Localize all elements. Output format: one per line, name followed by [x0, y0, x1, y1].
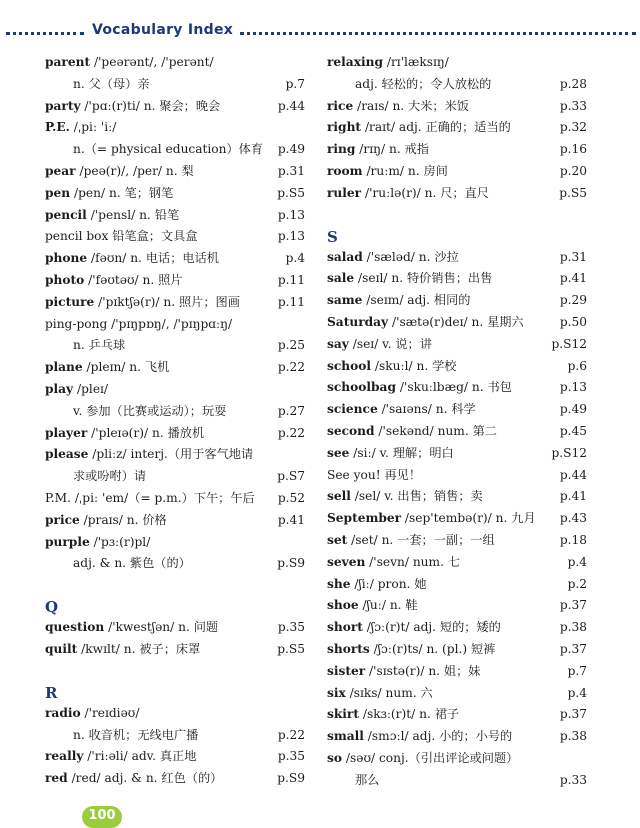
vocab-entry — [327, 748, 587, 770]
entry-word: seven — [327, 554, 366, 569]
entry-definition: /'ruːlə(r)/ n. 尺；直尺 — [361, 185, 489, 200]
section-gap — [45, 661, 305, 671]
entry-page-ref: p.S5 — [277, 641, 305, 656]
entry-page-ref: p.S12 — [551, 445, 587, 460]
vocab-entry — [45, 617, 305, 639]
entry-word: pen — [45, 185, 71, 200]
entry-word: really — [45, 749, 84, 764]
entry-word: party — [45, 98, 81, 113]
entry-page-ref: p.41 — [559, 271, 587, 286]
entry-word: radio — [45, 705, 81, 720]
entry-page-ref: p.43 — [559, 511, 587, 526]
entry-continuation — [45, 725, 305, 747]
entry-word: small — [327, 729, 364, 744]
vocab-entry — [45, 532, 305, 554]
entry-definition: /red/ adj. & n. 红色（的） — [67, 771, 223, 786]
entry-definition: n.（= physical education）体育 — [73, 142, 264, 157]
entry-page-ref: p.13 — [277, 229, 305, 244]
vocab-entry — [327, 96, 587, 118]
entry-page-ref: p.49 — [559, 402, 587, 417]
entry-word: picture — [45, 294, 95, 309]
entry-page-ref: p.38 — [559, 620, 587, 635]
entry-definition: n. 收音机；无线电广播 — [73, 727, 199, 742]
entry-word: September — [327, 511, 402, 526]
entry-word: P.E. — [45, 120, 70, 135]
page-title: Vocabulary Index — [92, 22, 234, 38]
entry-word: same — [327, 293, 363, 308]
vocab-entry — [45, 117, 305, 139]
vocab-entry — [327, 508, 587, 530]
entry-definition: /'pɪktʃə(r)/ n. 照片；图画 — [94, 294, 240, 309]
entry-definition: /ʃuː/ n. 鞋 — [358, 598, 418, 613]
vocab-entry — [45, 205, 305, 227]
entry-definition: /siː/ v. 理解；明白 — [349, 445, 454, 460]
vocab-entry — [327, 183, 587, 205]
entry-page-ref: p.33 — [559, 98, 587, 113]
entry-definition: /'sætə(r)deɪ/ n. 星期六 — [388, 314, 524, 329]
entry-continuation — [45, 401, 305, 423]
vocab-entry — [45, 270, 305, 292]
vocab-entry — [327, 639, 587, 661]
entry-word: six — [327, 685, 346, 700]
dotted-rule-left — [6, 32, 84, 35]
vocab-entry — [327, 139, 587, 161]
entry-page-ref: p.38 — [559, 729, 587, 744]
vocab-entry — [327, 661, 587, 683]
entry-page-ref: p.22 — [277, 360, 305, 375]
vocab-entry — [327, 595, 587, 617]
entry-word: say — [327, 336, 349, 351]
entry-word: Saturday — [327, 314, 389, 329]
entry-page-ref: p.49 — [277, 142, 305, 157]
entry-page-ref: p.18 — [559, 532, 587, 547]
entry-word: question — [45, 620, 105, 635]
entry-definition: /'pɜː(r)pl/ — [89, 534, 151, 549]
entry-definition: /skuːl/ n. 学校 — [371, 358, 457, 373]
entry-word: price — [45, 512, 80, 527]
entry-definition: /'sæləd/ n. 沙拉 — [362, 249, 459, 264]
entry-page-ref: p.33 — [559, 772, 587, 787]
entry-definition: /ʃɔː(r)t/ adj. 短的；矮的 — [362, 620, 501, 635]
entry-word: second — [327, 423, 375, 438]
entry-definition: /ruːm/ n. 房间 — [362, 163, 448, 178]
entry-word: science — [327, 402, 378, 417]
entry-definition: /'pɑː(r)ti/ n. 聚会；晚会 — [80, 98, 221, 113]
entry-word: ring — [327, 142, 356, 157]
vocab-entry — [327, 726, 587, 748]
entry-definition: pencil box 铅笔盒；文具盒 — [45, 229, 198, 244]
entry-page-ref: p.11 — [277, 272, 305, 287]
entry-definition: 那么 — [355, 772, 380, 787]
entry-page-ref: p.41 — [277, 512, 305, 527]
entry-page-ref: p.45 — [559, 423, 587, 438]
entry-word: see — [327, 445, 350, 460]
vocab-entry — [327, 574, 587, 596]
entry-definition: n. 父（母）亲 — [73, 76, 150, 91]
entry-definition: /'skuːlbæg/ n. 书包 — [395, 380, 512, 395]
vocab-entry — [327, 704, 587, 726]
entry-continuation — [45, 466, 305, 488]
entry-word: plane — [45, 360, 83, 375]
entry-word: salad — [327, 249, 363, 264]
entry-word: please — [45, 447, 89, 462]
vocab-entry — [327, 356, 587, 378]
vocab-entry — [327, 421, 587, 443]
section-letter: Q — [45, 598, 59, 617]
entry-word: skirt — [327, 707, 359, 722]
vocab-entry — [45, 746, 305, 768]
vocab-entry — [45, 161, 305, 183]
entry-continuation — [45, 74, 305, 96]
page-header — [0, 22, 640, 44]
vocab-entry — [45, 314, 305, 336]
entry-page-ref: p.27 — [277, 403, 305, 418]
entry-word: rice — [327, 98, 354, 113]
entry-word: purple — [45, 534, 90, 549]
entry-definition: /sel/ v. 出售；销售；卖 — [350, 489, 483, 504]
entry-definition: /pleɪ/ — [73, 381, 109, 396]
entry-definition: /kwɪlt/ n. 被子；床罩 — [77, 641, 201, 656]
entry-page-ref: p.13 — [277, 207, 305, 222]
entry-definition: 求或吩咐）请 — [73, 469, 147, 484]
entry-word: shorts — [327, 641, 370, 656]
entry-definition: /skɜː(r)t/ n. 裙子 — [359, 707, 460, 722]
vocab-entry — [327, 334, 587, 356]
vocab-entry — [45, 423, 305, 445]
entry-definition: /fəʊn/ n. 电话；电话机 — [87, 251, 219, 266]
section-letter: S — [327, 227, 338, 246]
entry-word: sell — [327, 489, 351, 504]
entry-definition: /set/ n. 一套；一副；一组 — [347, 532, 495, 547]
entry-continuation — [45, 139, 305, 161]
entry-page-ref: p.37 — [559, 641, 587, 656]
entry-definition: /'pensl/ n. 铅笔 — [86, 207, 180, 222]
section-gap — [45, 575, 305, 585]
entry-continuation — [45, 553, 305, 575]
entry-continuation — [45, 335, 305, 357]
vocab-entry — [45, 248, 305, 270]
entry-continuation — [327, 770, 587, 792]
entry-page-ref: p.11 — [277, 294, 305, 309]
entry-word: she — [327, 576, 351, 591]
entry-page-ref: p.25 — [277, 338, 305, 353]
vocab-entry — [327, 161, 587, 183]
entry-word: set — [327, 532, 348, 547]
entry-definition: /rɪŋ/ n. 戒指 — [355, 142, 429, 157]
entry-definition: ping-pong /'pɪŋpɒŋ/, /'pɪŋpɑːŋ/ — [45, 316, 233, 331]
entry-definition: /rɪ'læksɪŋ/ — [382, 55, 449, 69]
entry-page-ref: p.13 — [559, 380, 587, 395]
entry-page-ref: p.16 — [559, 142, 587, 157]
vocab-entry — [45, 639, 305, 661]
vocab-entry — [327, 312, 587, 334]
entry-page-ref: p.31 — [559, 249, 587, 264]
entry-definition: /ʃɔː(r)ts/ n. (pl.) 短裤 — [369, 641, 496, 656]
vocab-entry — [327, 117, 587, 139]
entry-word: so — [327, 750, 342, 765]
vocab-entry — [45, 357, 305, 379]
vocab-entry — [45, 510, 305, 532]
entry-definition: P.M. /ˌpiː 'em/（= p.m.）下午；午后 — [45, 490, 255, 505]
entry-definition: /sɪks/ num. 六 — [345, 685, 433, 700]
vocab-entry — [45, 52, 305, 74]
entry-definition: /'pleɪə(r)/ n. 播放机 — [87, 425, 205, 440]
vocab-entry — [45, 768, 305, 790]
entry-word: right — [327, 120, 362, 135]
entry-word: play — [45, 381, 74, 396]
entry-page-ref: p.6 — [567, 358, 587, 373]
entry-page-ref: p.S12 — [551, 336, 587, 351]
entry-word: parent — [45, 55, 91, 69]
entry-page-ref: p.S7 — [277, 469, 305, 484]
entry-definition: /səʊ/ conj.（引出评论或问题） — [342, 750, 519, 765]
vocab-entry — [327, 52, 587, 74]
entry-definition: /ˌpiː 'iː/ — [69, 120, 117, 135]
entry-word: player — [45, 425, 88, 440]
entry-definition: /'fəʊtəʊ/ n. 照片 — [84, 272, 183, 287]
entry-word: pear — [45, 163, 76, 178]
entry-definition: /'kwestʃən/ n. 问题 — [104, 620, 219, 635]
entry-page-ref: p.52 — [277, 490, 305, 505]
entry-definition: /raɪs/ n. 大米；米饭 — [353, 98, 469, 113]
entry-word: ruler — [327, 185, 362, 200]
right-column — [327, 52, 587, 792]
entry-page-ref: p.S9 — [277, 771, 305, 786]
entry-definition: /seɪl/ n. 特价销售；出售 — [354, 271, 493, 286]
vocab-entry — [45, 379, 305, 401]
entry-definition: /smɔːl/ adj. 小的；小号的 — [363, 729, 513, 744]
entry-word: phone — [45, 251, 88, 266]
vocab-entry — [45, 96, 305, 118]
entry-page-ref: p.35 — [277, 620, 305, 635]
entry-page-ref: p.37 — [559, 707, 587, 722]
entry-page-ref: p.22 — [277, 727, 305, 742]
entry-definition: /'saɪəns/ n. 科学 — [377, 402, 476, 417]
entry-page-ref: p.22 — [277, 425, 305, 440]
entry-definition: adj. & n. 紫色（的） — [73, 556, 191, 571]
section-gap — [327, 205, 587, 215]
vocab-entry — [45, 292, 305, 314]
entry-page-ref: p.44 — [559, 467, 587, 482]
entry-word: sale — [327, 271, 355, 286]
entry-definition: /'riːəli/ adv. 真正地 — [83, 749, 197, 764]
vocab-entry — [45, 444, 305, 466]
entry-definition: adj. 轻松的；令人放松的 — [355, 76, 492, 91]
vocab-entry — [327, 486, 587, 508]
entry-page-ref: p.50 — [559, 314, 587, 329]
section-letter: R — [45, 683, 58, 702]
vocab-entry — [45, 488, 305, 510]
entry-page-ref: p.4 — [567, 685, 587, 700]
entry-definition: /'peərənt/, /'perənt/ — [90, 55, 214, 69]
entry-word: pencil — [45, 207, 87, 222]
entry-page-ref: p.28 — [559, 76, 587, 91]
entry-page-ref: p.S5 — [559, 185, 587, 200]
entry-definition: /pleɪn/ n. 飞机 — [82, 360, 170, 375]
vocab-entry — [45, 226, 305, 248]
entry-page-ref: p.7 — [567, 663, 587, 678]
entry-word: red — [45, 771, 68, 786]
entry-definition: /praɪs/ n. 价格 — [79, 512, 167, 527]
vocab-entry — [327, 443, 587, 465]
left-column — [45, 52, 305, 790]
vocab-entry — [327, 399, 587, 421]
entry-definition: /'sevn/ num. 七 — [365, 554, 461, 569]
entry-page-ref: p.37 — [559, 598, 587, 613]
entry-page-ref: p.35 — [277, 749, 305, 764]
dotted-rule-right — [240, 32, 636, 35]
vocab-entry — [327, 290, 587, 312]
vocab-entry — [327, 683, 587, 705]
entry-definition: /'reɪdiəʊ/ — [80, 705, 140, 720]
page-number-badge: 100 — [82, 806, 122, 828]
entry-definition: /'sekənd/ num. 第二 — [374, 423, 497, 438]
entry-definition: /pen/ n. 笔；钢笔 — [70, 185, 174, 200]
entry-definition: /seɪm/ adj. 相同的 — [362, 293, 471, 308]
entry-page-ref: p.31 — [277, 163, 305, 178]
entry-page-ref: p.41 — [559, 489, 587, 504]
entry-page-ref: p.S5 — [277, 185, 305, 200]
entry-continuation — [327, 74, 587, 96]
vocab-entry — [327, 617, 587, 639]
entry-page-ref: p.4 — [285, 251, 305, 266]
entry-definition: v. 参加（比赛或运动）；玩耍 — [73, 403, 227, 418]
entry-definition: /raɪt/ adj. 正确的；适当的 — [361, 120, 511, 135]
entry-page-ref: p.44 — [277, 98, 305, 113]
entry-page-ref: p.7 — [285, 76, 305, 91]
entry-definition: /sep'tembə(r)/ n. 九月 — [401, 511, 536, 526]
entry-page-ref: p.20 — [559, 163, 587, 178]
entry-word: room — [327, 163, 363, 178]
vocab-entry — [327, 530, 587, 552]
entry-definition: /'sɪstə(r)/ n. 姐；妹 — [365, 663, 481, 678]
entry-word: school — [327, 358, 372, 373]
entry-word: shoe — [327, 598, 359, 613]
entry-page-ref: p.29 — [559, 293, 587, 308]
vocab-entry — [327, 247, 587, 269]
entry-page-ref: p.4 — [567, 554, 587, 569]
vocab-entry — [45, 183, 305, 205]
entry-page-ref: p.S9 — [277, 556, 305, 571]
entry-definition: /peə(r)/, /per/ n. 梨 — [75, 163, 194, 178]
vocab-entry — [327, 465, 587, 487]
vocab-entry — [327, 552, 587, 574]
entry-definition: See you! 再见！ — [327, 467, 422, 482]
vocab-entry — [327, 377, 587, 399]
entry-page-ref: p.2 — [567, 576, 587, 591]
vocab-entry — [327, 268, 587, 290]
entry-word: short — [327, 620, 363, 635]
entry-word: relaxing — [327, 55, 383, 69]
entry-definition: n. 乒乓球 — [73, 338, 126, 353]
entry-word: sister — [327, 663, 366, 678]
entry-word: schoolbag — [327, 380, 396, 395]
entry-word: quilt — [45, 641, 78, 656]
vocab-entry — [45, 703, 305, 725]
entry-page-ref: p.32 — [559, 120, 587, 135]
entry-definition: /pliːz/ interj.（用于客气地请 — [88, 447, 254, 462]
entry-definition: /ʃiː/ pron. 她 — [350, 576, 427, 591]
entry-word: photo — [45, 272, 85, 287]
entry-definition: /seɪ/ v. 说；讲 — [348, 336, 432, 351]
